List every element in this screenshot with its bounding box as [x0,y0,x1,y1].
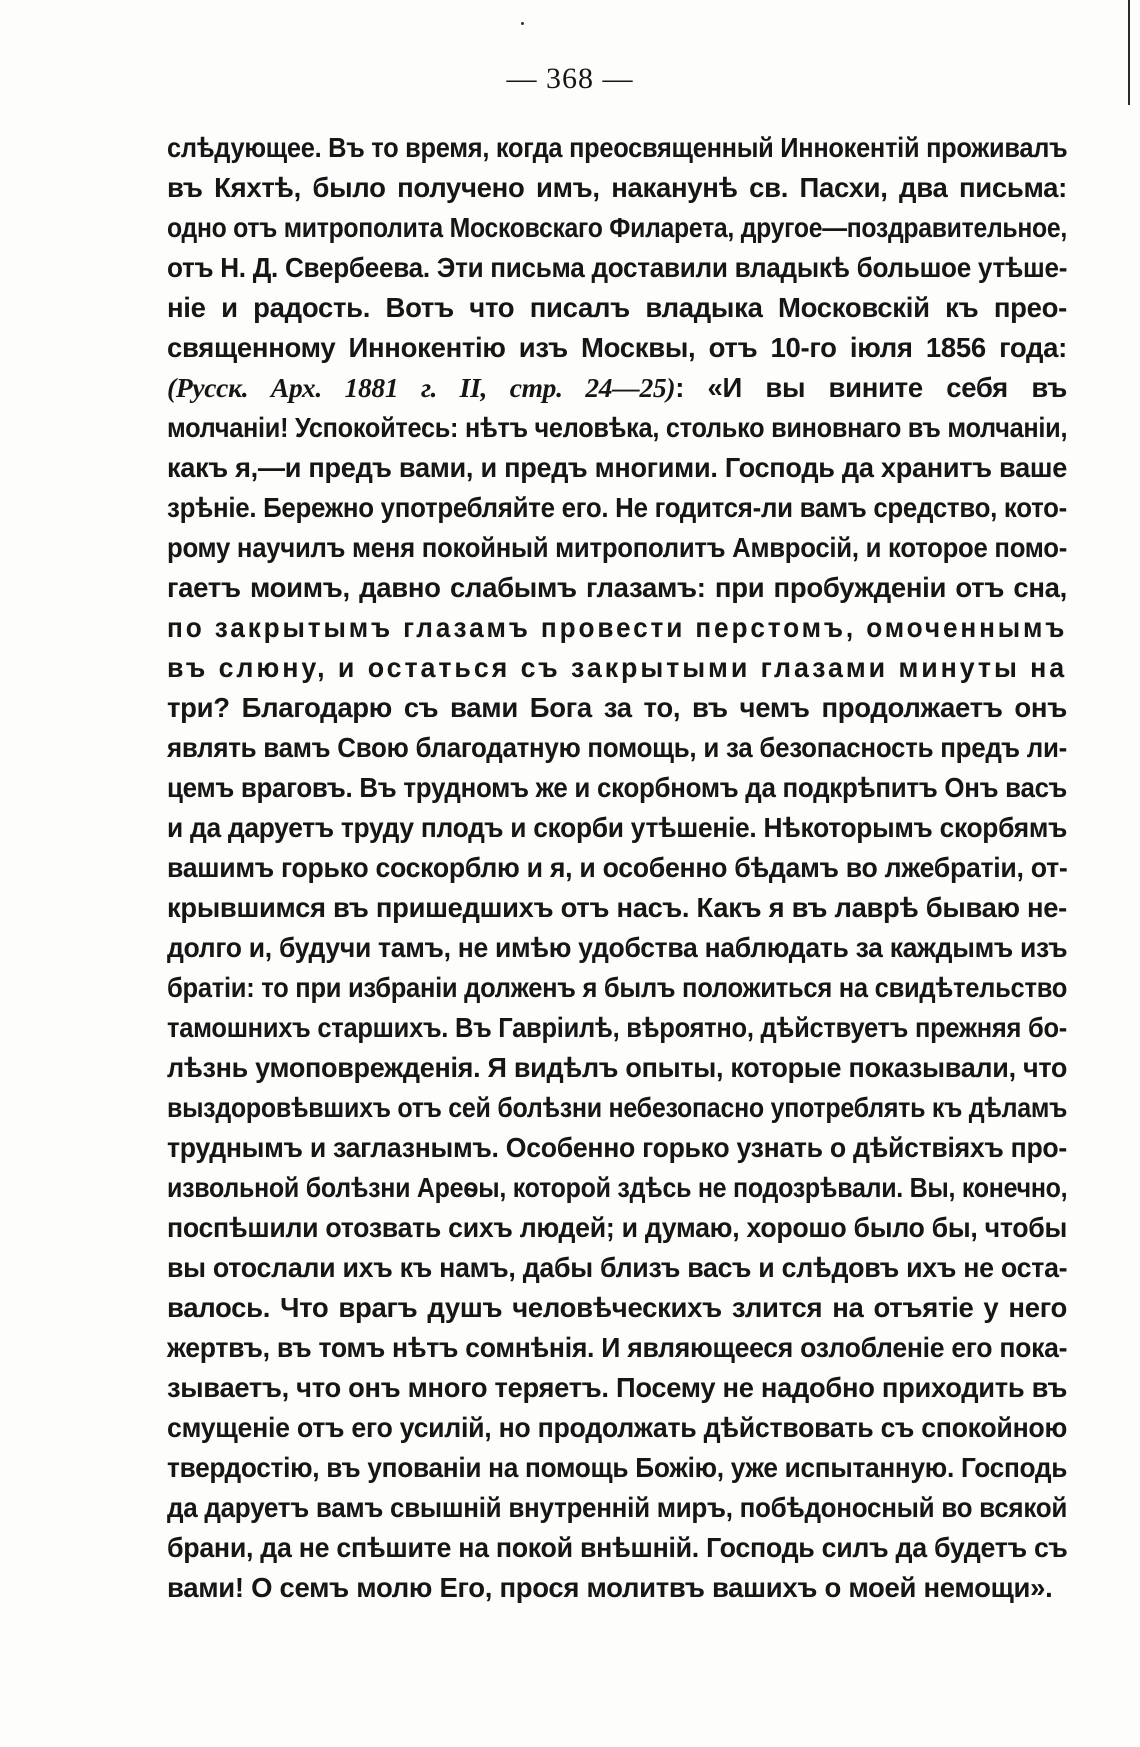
text-line: выздоровѣвшихъ отъ сей болѣзни небезопасно употреблять къ дѣламъ [167,1092,1068,1123]
text-line: зрѣніе. Бережно употребляйте его. Не годится-ли вамъ средство, кото- [167,492,1067,523]
text-line: въ Кяхтѣ, было получено имъ, наканунѣ св. Пасхи, два письма: [167,172,1067,203]
text-line: священному Иннокентію изъ Москвы, отъ 10-го іюля 1856 года: [167,332,1067,363]
text-line: ніе и радость. Вотъ что писалъ владыка Московскій къ прео- [167,292,1067,323]
text-line: вашимъ горько соскорблю и я, и особенно бѣдамъ во лжебратіи, от- [167,852,1068,883]
scan-speck [521,22,524,25]
quote-opening: : «И вы вините себя въ [675,372,1067,403]
body-text [167,128,1067,1608]
text-line: поспѣшили отозвать сихъ людей; и думаю, хорошо было бы, чтобы [167,1212,1067,1243]
text-line: твердостію, въ упованіи на помощь Божію, уже испытанную. Господь [167,1452,1068,1483]
citation-reference: (Русск. Арх. 1881 г. II, стр. 24—25) [167,372,676,403]
text-line: отъ Н. Д. Свербеева. Эти письма доставили владыкѣ большое утѣше- [167,252,1068,283]
text-line: труднымъ и заглазнымъ. Особенно горько узнать о дѣйствіяхъ про- [167,1132,1067,1163]
text-line: брани, да не спѣшите на покой внѣшній. Господь силъ да будетъ съ [167,1532,1068,1563]
citation-line [167,368,1067,408]
text-line-spaced: по закрытымъ глазамъ провести перстомъ, омоченнымъ [167,612,1068,643]
text-line: лѣзнь умоповрежденія. Я видѣлъ опыты, которые показывали, что [167,1052,1068,1083]
text-line: и да даруетъ труду плодъ и скорби утѣшеніе. Нѣкоторымъ скорбямъ [167,812,1067,843]
text-line: братіи: то при избраніи долженъ я былъ положиться на свидѣтельство [167,972,1068,1003]
text-line: крывшимся въ пришедшихъ отъ насъ. Какъ я въ лаврѣ бываю не- [167,892,1067,923]
text-line: валось. Что врагъ душъ человѣческихъ злится на отъятіе у него [167,1292,1067,1323]
text-line: цемъ враговъ. Въ трудномъ же и скорбномъ да подкрѣпитъ Онъ васъ [167,772,1067,803]
text-line: гаетъ моимъ, давно слабымъ глазамъ: при пробужденіи отъ сна, [167,572,1067,603]
text-line: извольной болѣзни Ареѳы, которой здѣсь не подозрѣвали. Вы, конечно, [167,1172,1068,1203]
text-line: вы отослали ихъ къ намъ, дабы близъ васъ и слѣдовъ ихъ не оста- [167,1252,1068,1283]
text-line: одно отъ митрополита Московскаго Филарета, другое—поздравительное, [167,212,1067,243]
text-line: смущеніе отъ его усилій, но продолжать дѣйствовать съ спокойною [167,1412,1067,1443]
text-line: долго и, будучи тамъ, не имѣю удобства наблюдать за каждымъ изъ [167,932,1068,963]
text-line-final: вами! О семъ молю Его, прося молитвъ вашихъ о моей немощи». [167,1572,1053,1603]
text-line: зываетъ, что онъ много теряетъ. Посему не надобно приходить въ [167,1372,1068,1403]
text-line: да даруетъ вамъ свышній внутренній миръ, побѣдоносный во всякой [167,1492,1068,1523]
text-line: три? Благодарю съ вами Бога за то, въ чемъ продолжаетъ онъ [167,692,1067,723]
text-line: слѣдующее. Въ то время, когда преосвященный Иннокентій проживалъ [167,132,1068,163]
text-line: тамошнихъ старшихъ. Въ Гавріилѣ, вѣроятно, дѣйствуетъ прежняя бо- [167,1012,1067,1043]
text-line: являть вамъ Свою благодатную помощь, и за безопасность предъ ли- [167,732,1067,763]
text-line: рому научилъ меня покойный митрополитъ Амвросій, и которое помо- [167,532,1067,563]
text-line-spaced: въ слюну, и остаться съ закрытыми глазами минуты на [167,652,1068,683]
text-line: молчаніи! Успокойтесь: нѣтъ человѣка, столько виновнаго въ молчаніи, [167,412,1068,443]
text-line: какъ я,—и предъ вами, и предъ многими. Господь да хранитъ ваше [167,452,1067,483]
page-number: — 368 — [506,62,634,95]
text-line: жертвъ, въ томъ нѣтъ сомнѣнія. И являющееся озлобленіе его пока- [167,1332,1068,1363]
